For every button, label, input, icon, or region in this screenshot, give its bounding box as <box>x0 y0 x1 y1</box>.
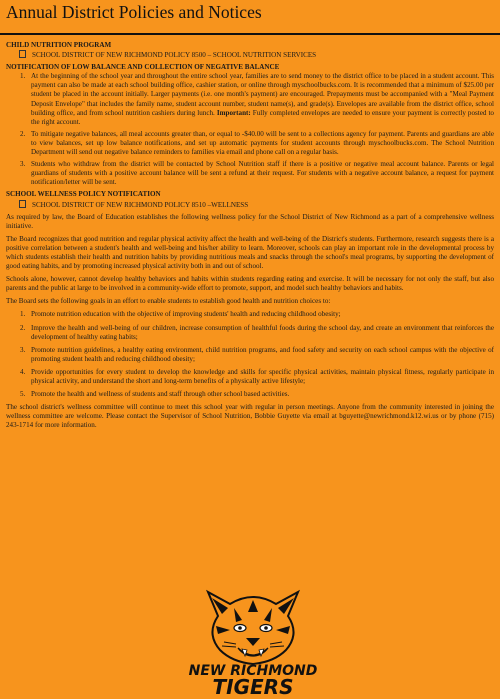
list-item <box>6 368 494 386</box>
logo-line-1: NEW RICHMOND <box>188 663 318 679</box>
list-text: Promote nutrition education with the objective of improving students' health and reducing childhood obesity; <box>31 310 341 319</box>
list-text: Students who withdraw from the district will be contacted by School Nutrition staff if there is a positive or negative meal account balance. Parents or legal guardians of students with a positive account balance will be sent a refund at their request. For students with a negative account balance, a request for payment notification/letter will be sent. <box>31 160 494 187</box>
wellness-policy-text: SCHOOL DISTRICT OF NEW RICHMOND POLICY 8510 –WELLNESS <box>32 200 249 209</box>
tigers-logo <box>178 586 328 696</box>
document-body <box>6 41 494 434</box>
wellness-goals-list <box>6 310 494 399</box>
list-text: At the beginning of the school year and throughout the entire school year, families are to send money to the district office to be placed in a student account. This payment can also be made at each school building office, cashier station, or online through myschoolbucks.com. It is recommended that a minimum of $25.00 per student be placed in the account initially. Larger payments (i.e. one month's payment) are encouraged. Prepayments must be accompanied with a "Meal Payment Deposit Envelope" that includes the family name, student account number, student name(s), and grade(s). Envelopes are available from the district office, school building office, and from school nutrition cashiers during lunch. <box>31 72 494 117</box>
nutrition-heading: CHILD NUTRITION PROGRAM <box>6 41 112 49</box>
checkbox-glyph-icon <box>19 50 26 58</box>
list-item <box>6 390 494 399</box>
list-number: 1. <box>20 310 26 319</box>
list-item <box>6 346 494 364</box>
nutrition-policy-ref <box>6 50 494 60</box>
wellness-paragraph: The Board sets the following goals in an effort to enable students to establish good health and nutrition choices to: <box>6 297 331 306</box>
wellness-policy-ref <box>6 200 494 210</box>
list-number: 2. <box>20 323 26 332</box>
list-item <box>6 310 494 319</box>
balance-notice-heading: NOTIFICATION OF LOW BALANCE AND COLLECTION OF NEGATIVE BALANCE <box>6 63 280 72</box>
list-item <box>6 72 494 127</box>
list-text-tail: Fully completed envelopes are needed to ensure your payment is correctly posted to the right account. <box>31 108 494 126</box>
list-item <box>6 160 494 187</box>
important-label: Important: <box>216 108 251 117</box>
nutrition-policy-text: SCHOOL DISTRICT OF NEW RICHMOND POLICY 8500 – SCHOOL NUTRITION SERVICES <box>32 51 317 60</box>
list-text: Improve the health and well-being of our children, increase consumption of healthful foods during the school day, and create an environment that reinforces the development of healthy eating habits; <box>31 323 494 341</box>
list-number: 3. <box>20 160 26 169</box>
list-text: Promote the health and wellness of students and staff through other school based activities. <box>31 390 290 399</box>
list-number: 5. <box>20 390 26 399</box>
wellness-paragraph: The Board recognizes that good nutrition and regular physical activity affect the health and well-being of the District's students. Furthermore, research suggests there is a positive correlation between a student's health and well-being and his/her ability to learn. Moreover, schools can play an important role in the developmental process by which students establish their health and nutrition habits by providing nutritious meals and snacks through the school's meal programs, by supporting the development of good eating habits, and by promoting increased physical activity both in and out of school. <box>6 234 494 271</box>
list-text: To mitigate negative balances, all meal accounts greater than, or equal to -$40.00 will be sent to a collections agency for payment. Parents and guardians are able to view balances, set up low balance notifications, and set up automatic payments for student accounts through myschoolbucks.com. The School Nutrition Department will send out negative balance reminders to families via email and phone call on a regular basis. <box>31 129 494 157</box>
list-number: 2. <box>20 129 26 138</box>
wellness-paragraph: Schools alone, however, cannot develop healthy behaviors and habits within students regarding eating and exercise. It will be necessary for not only the staff, but also parents and the public at large to be involved in a community-wide effort to promote, support, and model such healthy behaviors and habits. <box>6 275 494 293</box>
logo-line-2: TIGERS <box>212 675 294 696</box>
list-text: Provide opportunities for every student to develop the knowledge and skills for specific physical activities, maintain physical fitness, regularly participate in physical activity, and understand the short and long-term benefits of a physically active lifestyle; <box>31 367 494 385</box>
wellness-contact-paragraph: The school district's wellness committee will continue to meet this school year with regular in person meetings. Anyone from the community interested in joining the wellness committee are welcome. Please contact the Supervisor of School Nutrition, Bobbie Guyette via email at bguyette@newrichmond.k12.wi.us or by phone (715) 243-1714 for more information. <box>6 403 494 430</box>
list-number: 1. <box>20 72 26 81</box>
list-item <box>6 324 494 342</box>
checkbox-glyph-icon <box>19 200 26 208</box>
list-text: Promote nutrition guidelines, a healthy eating environment, child nutrition programs, and food safety and security on each school campus with the objective of promoting student health and reducing childhood obesity; <box>31 345 494 363</box>
tiger-head-icon <box>208 592 298 664</box>
title-divider <box>0 33 500 35</box>
list-number: 4. <box>20 367 26 376</box>
wellness-heading: SCHOOL WELLNESS POLICY NOTIFICATION <box>6 190 161 199</box>
wellness-paragraph: As required by law, the Board of Education establishes the following wellness policy for the School District of New Richmond as a part of a comprehensive wellness initiative. <box>6 212 494 230</box>
list-number: 3. <box>20 345 26 354</box>
balance-notice-list <box>6 72 494 187</box>
page-title: Annual District Policies and Notices <box>6 2 262 22</box>
list-item <box>6 130 494 157</box>
